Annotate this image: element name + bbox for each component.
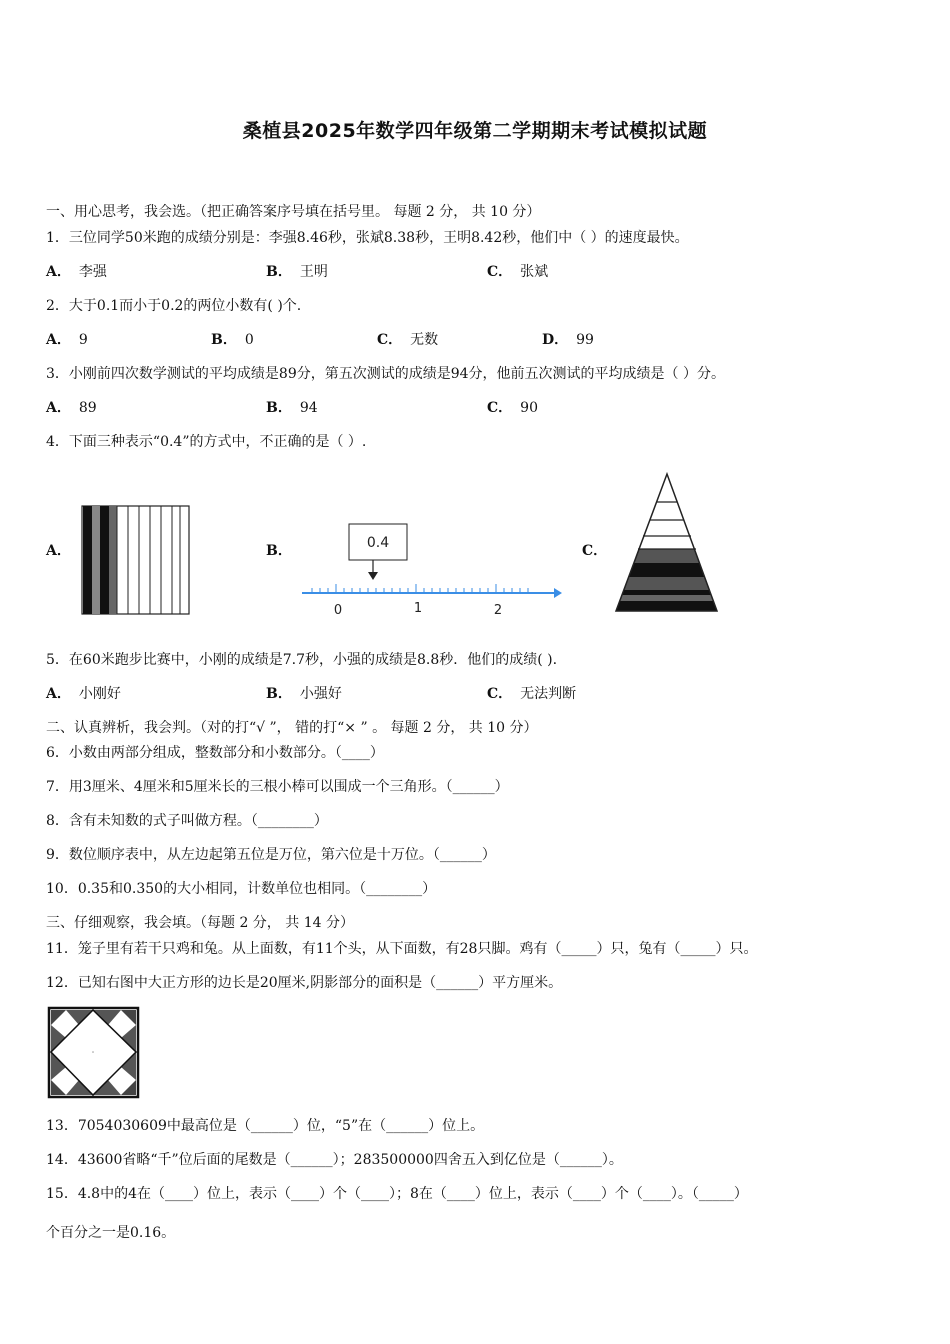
option-text: 无数	[410, 332, 439, 348]
option-text: 90	[520, 400, 538, 416]
option-text: 94	[299, 400, 318, 416]
question-1: 1．三位同学50米跑的成绩分别是：李强8.46秒，张斌8.38秒，王明8.42秒，他们中（ ）的速度最快。	[46, 230, 689, 246]
option-label: B．	[266, 264, 292, 280]
question-9: 9．数位顺序表中，从左边起第五位是万位，第六位是十万位。（______）	[46, 847, 496, 863]
option-label: A．	[46, 264, 71, 280]
square-diamond-figure	[46, 1005, 142, 1101]
striped-triangle-figure	[610, 470, 726, 616]
option-label: C．	[487, 400, 513, 416]
number-line-figure	[298, 520, 568, 620]
q2-option-a	[46, 331, 88, 349]
question-10: 10．0.35和0.350的大小相同，计数单位也相同。（________）	[46, 881, 437, 897]
question-12: 12．已知右图中大正方形的边长是20厘米,阴影部分的面积是（______）平方厘米。	[46, 975, 563, 991]
option-label: A．	[46, 686, 71, 702]
option-text: 9	[78, 332, 88, 348]
q4-label-a	[46, 542, 79, 560]
q2-option-d	[542, 331, 594, 349]
question-5: 5．在60米跑步比赛中，小刚的成绩是7.7秒，小强的成绩是8.8秒．他们的成绩( ).	[46, 652, 558, 668]
question-4: 4．下面三种表示“0.4”的方式中，不正确的是（ ）.	[46, 434, 367, 450]
option-label: B．	[211, 332, 237, 348]
option-text: 王明	[299, 264, 328, 280]
option-text: 小强好	[299, 686, 342, 702]
question-7: 7．用3厘米、4厘米和5厘米长的三根小棒可以围成一个三角形。（______）	[46, 779, 509, 795]
question-13: 13．7054030609中最高位是（______）位，“5”在（______）位上。	[46, 1118, 485, 1134]
tick-label-1: 1	[413, 601, 423, 616]
q3-option-b	[266, 399, 318, 417]
option-label: A．	[46, 543, 71, 559]
option-text: 0	[244, 332, 254, 348]
question-6: 6．小数由两部分组成，整数部分和小数部分。（____）	[46, 745, 384, 761]
section-2-heading: 二、认真辨析，我会判。（对的打“√ ”， 错的打“× ” 。 每题 2 分， 共 10 分）	[46, 720, 538, 736]
option-label: C．	[487, 264, 513, 280]
option-text: 李强	[78, 264, 107, 280]
option-text: 89	[78, 400, 97, 416]
option-label: B．	[266, 400, 292, 416]
q1-option-b	[266, 263, 328, 281]
option-label: B．	[266, 543, 292, 559]
option-label: A．	[46, 332, 71, 348]
option-label: C．	[487, 686, 513, 702]
option-text: 99	[576, 332, 594, 348]
question-11: 11．笼子里有若干只鸡和兔。从上面数，有11个头，从下面数，有28只脚。鸡有（_____）只，兔有（_____）只。	[46, 941, 758, 957]
striped-rectangle-figure	[80, 504, 192, 616]
q5-option-a	[46, 685, 121, 703]
section-1-heading: 一、用心思考，我会选。（把正确答案序号填在括号里。 每题 2 分， 共 10 分）	[46, 204, 541, 220]
question-15: 15．4.8中的4在（____）位上，表示（____）个（____）；8在（____）位上，表示（____）个（____）。（_____）	[46, 1186, 748, 1202]
q3-option-c	[487, 399, 538, 417]
question-3: 3．小刚前四次数学测试的平均成绩是89分，第五次测试的成绩是94分，他前五次测试的平均成绩是（ ）分。	[46, 366, 725, 382]
number-line-box-value: 0.4	[366, 535, 390, 551]
q5-option-b	[266, 685, 342, 703]
tick-label-0: 0	[333, 603, 343, 618]
q2-option-c	[377, 331, 438, 349]
section-3-heading: 三、仔细观察，我会填。（每题 2 分， 共 14 分）	[46, 915, 354, 931]
question-15-continued: 个百分之一是0.16。	[46, 1225, 176, 1241]
q3-option-a	[46, 399, 97, 417]
option-text: 张斌	[520, 264, 549, 280]
q5-option-c	[487, 685, 576, 703]
option-text: 无法判断	[520, 686, 577, 702]
q1-option-c	[487, 263, 548, 281]
option-label: C．	[377, 332, 403, 348]
q2-option-b	[211, 331, 254, 349]
option-label: D．	[542, 332, 569, 348]
option-text: 小刚好	[78, 686, 121, 702]
tick-label-2: 2	[493, 603, 503, 618]
question-14: 14．43600省略“千”位后面的尾数是（______）；283500000四舍五入到亿位是（______）。	[46, 1152, 623, 1168]
option-label: C．	[582, 543, 608, 559]
option-label: B．	[266, 686, 292, 702]
page-title: 桑植县2025年数学四年级第二学期期末考试模拟试题	[242, 120, 708, 142]
q4-label-b	[266, 542, 300, 560]
question-2: 2．大于0.1而小于0.2的两位小数有( )个.	[46, 298, 302, 314]
q1-option-a	[46, 263, 107, 281]
option-label: A．	[46, 400, 71, 416]
question-8: 8．含有未知数的式子叫做方程。（________）	[46, 813, 328, 829]
